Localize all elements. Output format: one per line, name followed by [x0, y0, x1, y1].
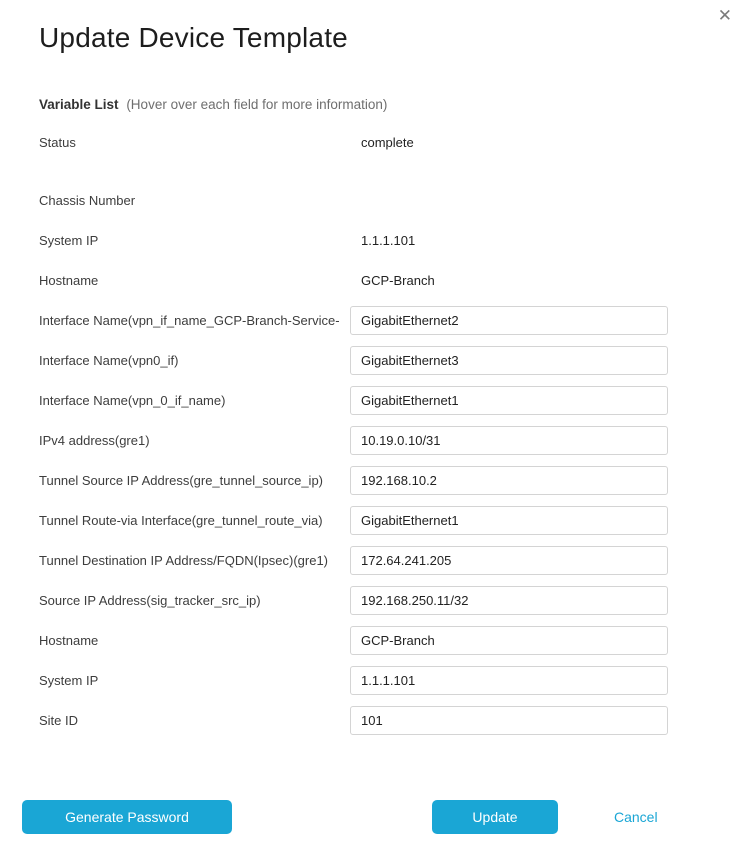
- field-label: Tunnel Source IP Address(gre_tunnel_source_ip): [39, 472, 324, 488]
- update-button[interactable]: Update: [432, 800, 558, 834]
- variable-list-heading: Variable List: [39, 97, 119, 112]
- field-row: [39, 460, 668, 500]
- field-row: [39, 580, 668, 620]
- field-value: complete: [361, 134, 414, 150]
- field-label: Status: [39, 134, 76, 150]
- field-input[interactable]: [350, 426, 668, 455]
- field-row: [39, 660, 668, 700]
- field-input[interactable]: [350, 386, 668, 415]
- cancel-button[interactable]: Cancel: [614, 809, 658, 825]
- generate-password-button[interactable]: Generate Password: [22, 800, 232, 834]
- field-label: Interface Name(vpn_if_name_GCP-Branch-Service-: [39, 312, 340, 328]
- field-input[interactable]: [350, 546, 668, 575]
- field-row: [39, 260, 668, 300]
- field-input[interactable]: [350, 506, 668, 535]
- field-row: [39, 180, 668, 220]
- field-row: [39, 500, 668, 540]
- variable-list-hint: (Hover over each field for more information): [126, 97, 388, 112]
- field-label: System IP: [39, 232, 99, 248]
- field-row: [39, 220, 668, 260]
- field-label: Site ID: [39, 712, 79, 728]
- field-label: Tunnel Destination IP Address/FQDN(Ipsec)(gre1): [39, 552, 329, 568]
- field-row: [39, 420, 668, 460]
- field-label: Source IP Address(sig_tracker_src_ip): [39, 592, 261, 608]
- field-input[interactable]: [350, 346, 668, 375]
- field-label: System IP: [39, 672, 99, 688]
- close-icon[interactable]: ✕: [714, 3, 736, 28]
- field-row: [39, 620, 668, 660]
- page-title: Update Device Template: [39, 22, 348, 53]
- field-label: Interface Name(vpn0_if): [39, 352, 179, 368]
- field-label: Chassis Number: [39, 192, 136, 208]
- field-value: GCP-Branch: [361, 272, 435, 288]
- field-input[interactable]: [350, 306, 668, 335]
- field-label: Hostname: [39, 272, 99, 288]
- field-row: [39, 700, 668, 740]
- dialog-footer: [0, 800, 752, 834]
- field-value: 1.1.1.101: [361, 232, 416, 248]
- field-input[interactable]: [350, 626, 668, 655]
- variable-list-header: [39, 96, 713, 113]
- field-input[interactable]: [350, 586, 668, 615]
- field-row: [39, 380, 668, 420]
- variable-list: [39, 122, 668, 740]
- field-row: [39, 340, 668, 380]
- field-label: Interface Name(vpn_0_if_name): [39, 392, 226, 408]
- field-row: [39, 300, 668, 340]
- field-label: Tunnel Route-via Interface(gre_tunnel_route_via): [39, 512, 323, 528]
- field-label: Hostname: [39, 632, 99, 648]
- field-row: [39, 540, 668, 580]
- field-input[interactable]: [350, 706, 668, 735]
- field-row: [39, 122, 668, 162]
- field-label: IPv4 address(gre1): [39, 432, 150, 448]
- field-input[interactable]: [350, 466, 668, 495]
- field-input[interactable]: [350, 666, 668, 695]
